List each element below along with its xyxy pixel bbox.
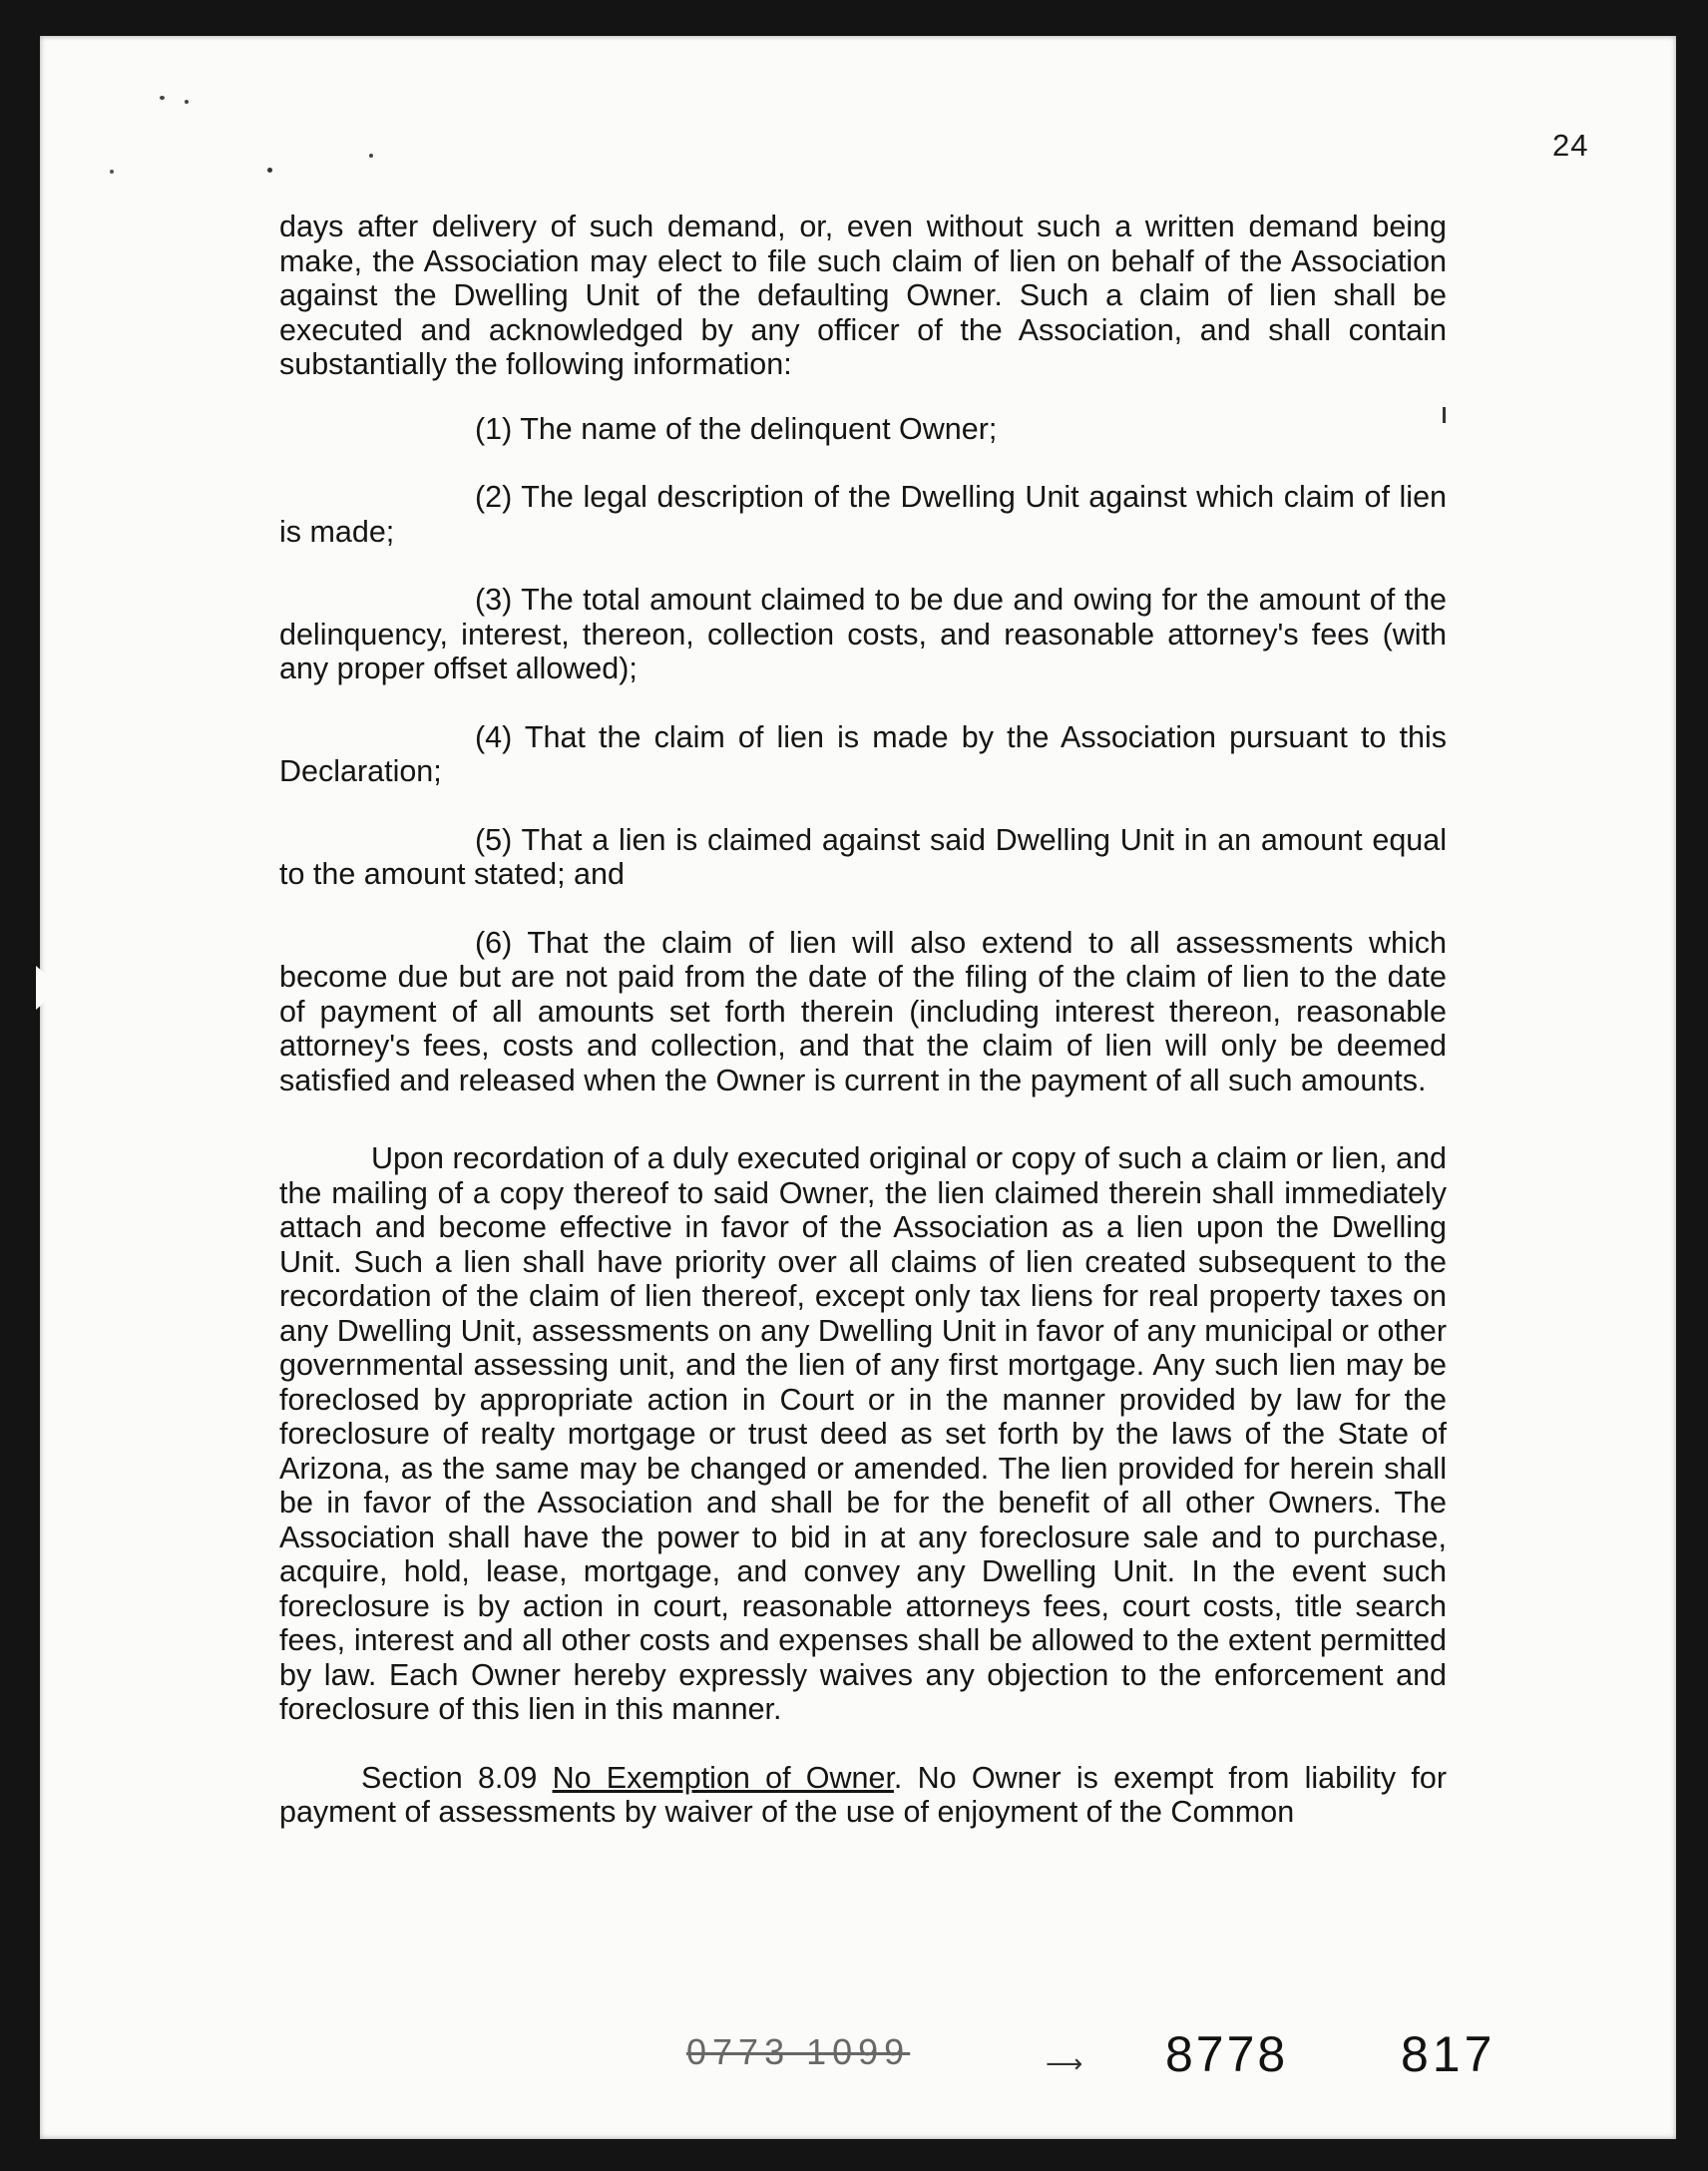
section-8-09-paragraph — [279, 1761, 1447, 1830]
struck-recording-number: 0773 1099 — [686, 2031, 911, 2072]
list-item: (3) The total amount claimed to be due and owing for the amount of the delinquency, interest, thereon, collection costs, and reasonable attorney's fees (with any proper offset allowed); — [279, 583, 1447, 685]
list-item: (6) That the claim of lien will also extend to all assessments which become due but are not paid from the date of the filing of the claim of lien to the date of payment of all amounts set forth therein (including interest thereon, reasonable attorney's fees, costs and collection, and that the claim of lien will only be deemed satisfied and released when the Owner is current in the payment of all such amounts. — [279, 925, 1447, 1097]
section-text: . No Owner is exempt from liability for payment of assessments by waiver of the use of enjoyment of the Common — [279, 1760, 1447, 1829]
section-title: No Exemption of Owner — [552, 1760, 894, 1795]
list-item: (4) That the claim of lien is made by the Association pursuant to this Declaration; — [279, 719, 1447, 788]
document-body — [279, 210, 1447, 1830]
page-number: 24 — [1552, 128, 1589, 163]
recordation-paragraph: Upon recordation of a duly executed original or copy of such a claim or lien, and the mailing of a copy thereof to said Owner, the lien claimed therein shall immediately attach and become effective in favor of the Association as a lien upon the Dwelling Unit. Such a lien shall have priority over all claims of lien created subsequent to the recordation of the claim of lien thereof, except only tax liens for real property taxes on any Dwelling Unit, assessments on any Dwelling Unit in favor of any municipal or other governmental assessing unit, and the lien of any first mortgage. Any such lien may be foreclosed by appropriate action in Court or in the manner provided by law for the foreclosure of realty mortgage or trust deed as set forth by the laws of the State of Arizona, as the same may be changed or amended. The lien provided for herein shall be in favor of the Association and shall be for the benefit of all other Owners. The Association shall have the power to bid in at any foreclosure sale and to purchase, acquire, hold, lease, mortgage, and convey any Dwelling Unit. In the event such foreclosure is by action in court, reasonable attorneys fees, court costs, title search fees, interest and all other costs and expenses shall be allowed to the extent permitted by law. Each Owner hereby expressly waives any objection to the enforcement and foreclosure of this lien in this manner. — [279, 1141, 1447, 1726]
list-item: (2) The legal description of the Dwelling Unit against which claim of lien is made; — [279, 480, 1447, 549]
book-number: 8778 — [1165, 2026, 1289, 2082]
section-number: Section 8.09 — [361, 1760, 538, 1795]
list-item: (5) That a lien is claimed against said Dwelling Unit in an amount equal to the amount stated; and — [279, 822, 1447, 891]
intro-paragraph: days after delivery of such demand, or, even without such a written demand being make, the Association may elect to file such claim of lien on behalf of the Association against the Dwelling Unit of the defaulting Owner. Such a claim of lien shall be executed and acknowledged by any officer of the Association, and shall contain substantially the following information: — [279, 210, 1447, 381]
arrow-stroke-icon: ⟶ — [1046, 2049, 1083, 2079]
page-reference-number: 817 — [1401, 2026, 1496, 2082]
list-item: (1) The name of the delinquent Owner; — [475, 411, 998, 446]
paper-notch — [36, 966, 62, 1010]
